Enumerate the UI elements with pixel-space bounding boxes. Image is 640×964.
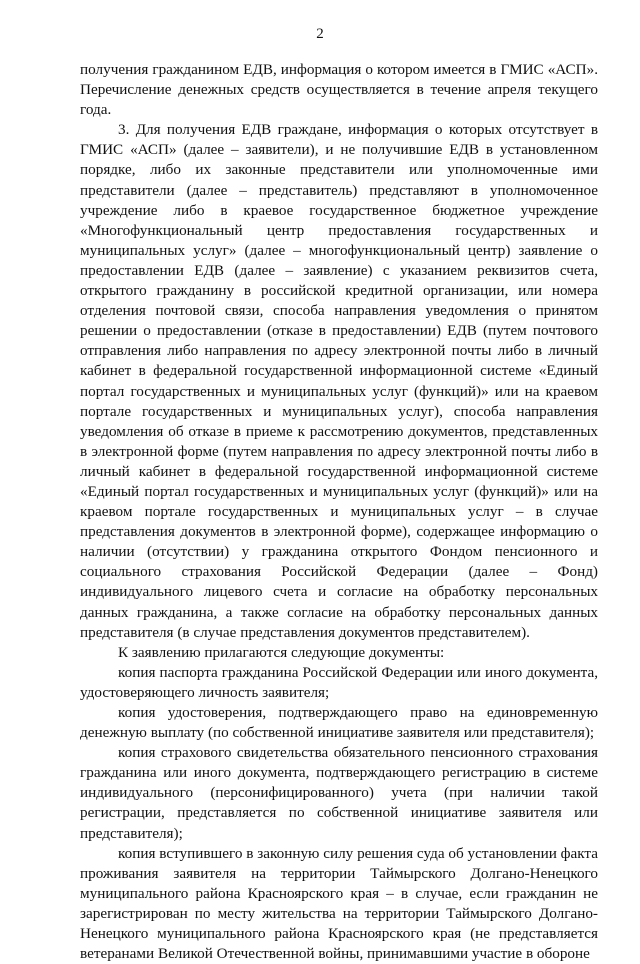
list-item-certificate: копия удостоверения, подтверждающего право на единовременную денежную выплату (по собственной инициативе заявителя или представителя); [80, 704, 598, 742]
paragraph-clause-3: 3. Для получения ЕДВ граждане, информация о которых отсутствует в ГМИС «АСП» (далее – заявители), и не получившие ЕДВ в установленном порядке, либо их законные представители или уполномоченные ими представители (далее – представитель) представляют в уполномоченное учреждение либо в краевое государственное бюджетное учреждение «Многофункциональный центр предоставления государственных и муниципальных услуг» (далее – многофункциональный центр) заявление о предоставлении ЕДВ (далее – заявление) с указанием реквизитов счета, открытого гражданину в российской кредитной организации, или номера отделения почтовой связи, способа направления уведомления о принятом решении о предоставлении (отказе в предоставлении) ЕДВ (путем почтового отправления либо направления по адресу электронной почты либо в личный кабинет в федеральной государственной информационной системе «Единый портал государственных и муниципальных услуг (функций)» или на краевом портале государственных и муниципальных услуг), способа направления уведомления об отказе в приеме к рассмотрению документов, представленных в электронной форме (путем направления по адресу электронной почты либо в личный кабинет в федеральной государственной информационной системе «Единый портал государственных и муниципальных услуг (функций)» или на краевом портале государственных и муниципальных услуг – в случае представления документов в электронной форме), содержащее информацию о наличии (отсутствии) у гражданина открытого Фондом пенсионного и социального страхования Российской Федерации (далее – Фонд) индивидуального лицевого счета и согласие на обработку персональных данных гражданина, а также согласие на обработку персональных данных представителя (в случае представления документов представителем). [80, 121, 598, 641]
paragraph-attachments-intro: К заявлению прилагаются следующие документы: [118, 643, 445, 661]
page-number: 2 [316, 26, 324, 42]
list-item-passport: копия паспорта гражданина Российской Федерации или иного документа, удостоверяющего личность заявителя; [80, 663, 598, 701]
paragraph-continuation: получения гражданином ЕДВ, информация о котором имеется в ГМИС «АСП». Перечисление денежных средств осуществляется в течение апреля текущего года. [80, 61, 598, 119]
document-body [80, 60, 598, 964]
list-item-court-decision: копия вступившего в законную силу решения суда об установлении факта проживания заявителя на территории Таймырского Долгано-Ненецкого муниципального района Красноярского края – в случае, если гражданин не зарегистрирован по месту жительства на территории Таймырского Долгано-Ненецкого муниципального района Красноярского края (не представляется ветеранами Великой Отечественной войны, принимавшими участие в обороне [80, 844, 598, 963]
list-item-insurance: копия страхового свидетельства обязательного пенсионного страхования гражданина или иного документа, подтверждающего регистрацию в системе индивидуального (персонифицированного) учета (при наличии такой регистрации, представляется по собственной инициативе заявителя или представителя); [80, 744, 598, 842]
